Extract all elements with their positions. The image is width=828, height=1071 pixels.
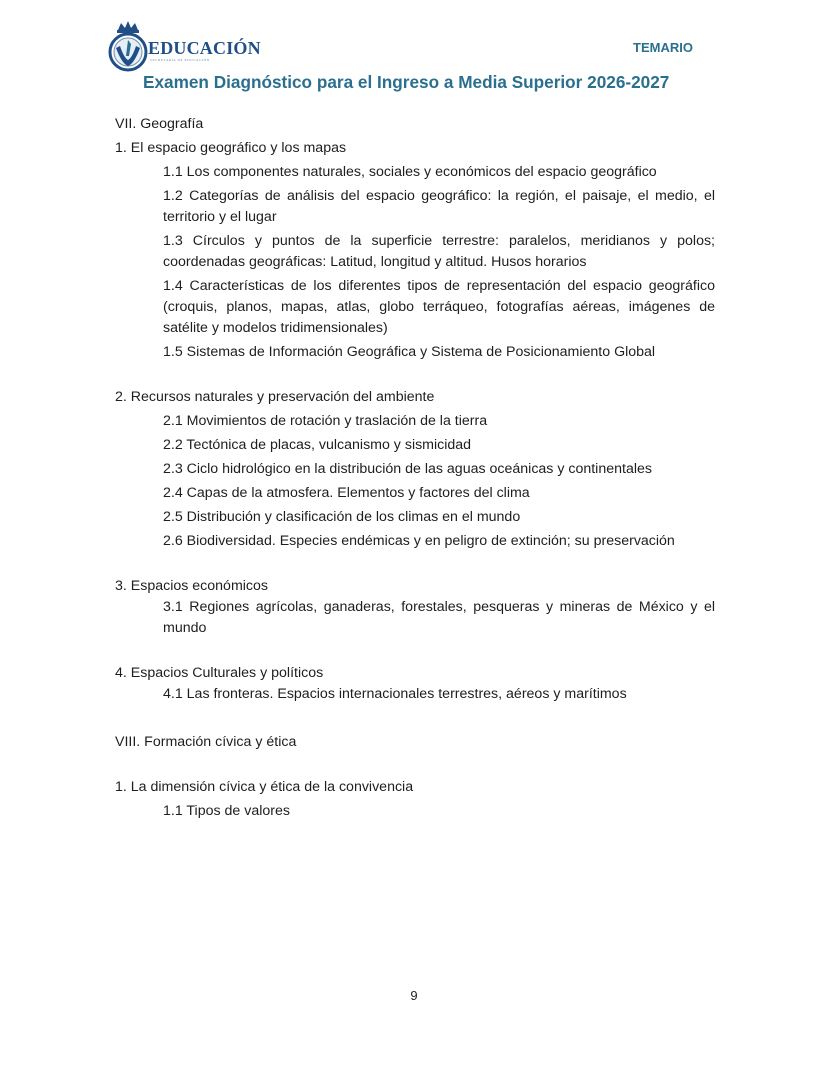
subtopic: 2.3 Ciclo hidrológico en la distribución de las aguas oceánicas y continentales [163,461,652,477]
topic-title: 1. El espacio geográfico y los mapas [115,140,347,156]
subtopic: 2.6 Biodiversidad. Especies endémicas y en peligro de extinción; su preservación [163,533,675,549]
subtopic: 1.2 Categorías de análisis del espacio geográfico: la región, el paisaje, el medio, el territorio y el lugar [163,188,715,225]
subtopic: 2.4 Capas de la atmosfera. Elementos y factores del clima [163,485,530,501]
subtopic: 1.4 Características de los diferentes tipos de representación del espacio geográfico (croquis, planos, mapas, atlas, globo terráqueo, fotografías aéreas, imágenes de satélite y modelos tridimensionales) [163,278,715,336]
logo-subtitle: SECRETARÍA DE EDUCACIÓN [150,58,210,62]
spacer [115,555,715,576]
subtopic: 2.1 Movimientos de rotación y traslación de la tierra [163,413,488,429]
spacer [115,642,715,663]
subtopic: 1.1 Los componentes naturales, sociales y económicos del espacio geográfico [163,164,657,180]
part-heading: VII. Geografía [115,116,204,132]
subtopic: 3.1 Regiones agrícolas, ganaderas, forestales, pesqueras y mineras de México y el mundo [163,599,715,636]
spacer [115,366,715,387]
spacer [115,708,715,732]
subtopic: 2.2 Tectónica de placas, vulcanismo y sismicidad [163,437,472,453]
page-number: 9 [410,988,418,1003]
topic-title: 2. Recursos naturales y preservación del ambiente [115,389,435,405]
subtopic: 1.3 Círculos y puntos de la superficie terrestre: paralelos, meridianos y polos; coordenadas geográficas: Latitud, longitud y altitud. Husos horarios [163,233,715,270]
education-crest-icon [106,20,150,72]
page-header [0,0,828,110]
document-title: Examen Diagnóstico para el Ingreso a Media Superior 2026-2027 [143,72,670,92]
subtopic: 1.5 Sistemas de Información Geográfica y Sistema de Posicionamiento Global [163,344,656,360]
logo-text: EDUCACIÓN [148,38,261,58]
topic-title: 3. Espacios económicos [115,578,268,594]
spacer [115,756,715,777]
topic-title: 4. Espacios Culturales y políticos [115,665,324,681]
subtopic: 4.1 Las fronteras. Espacios internacionales terrestres, aéreos y marítimos [163,686,627,702]
syllabus-content [115,114,715,825]
subtopic: 2.5 Distribución y clasificación de los climas en el mundo [163,509,521,525]
section-label: TEMARIO [633,40,693,55]
topic-title: 1. La dimensión cívica y ética de la convivencia [115,779,414,795]
part-heading: VIII. Formación cívica y ética [115,734,297,750]
subtopic: 1.1 Tipos de valores [163,803,290,819]
